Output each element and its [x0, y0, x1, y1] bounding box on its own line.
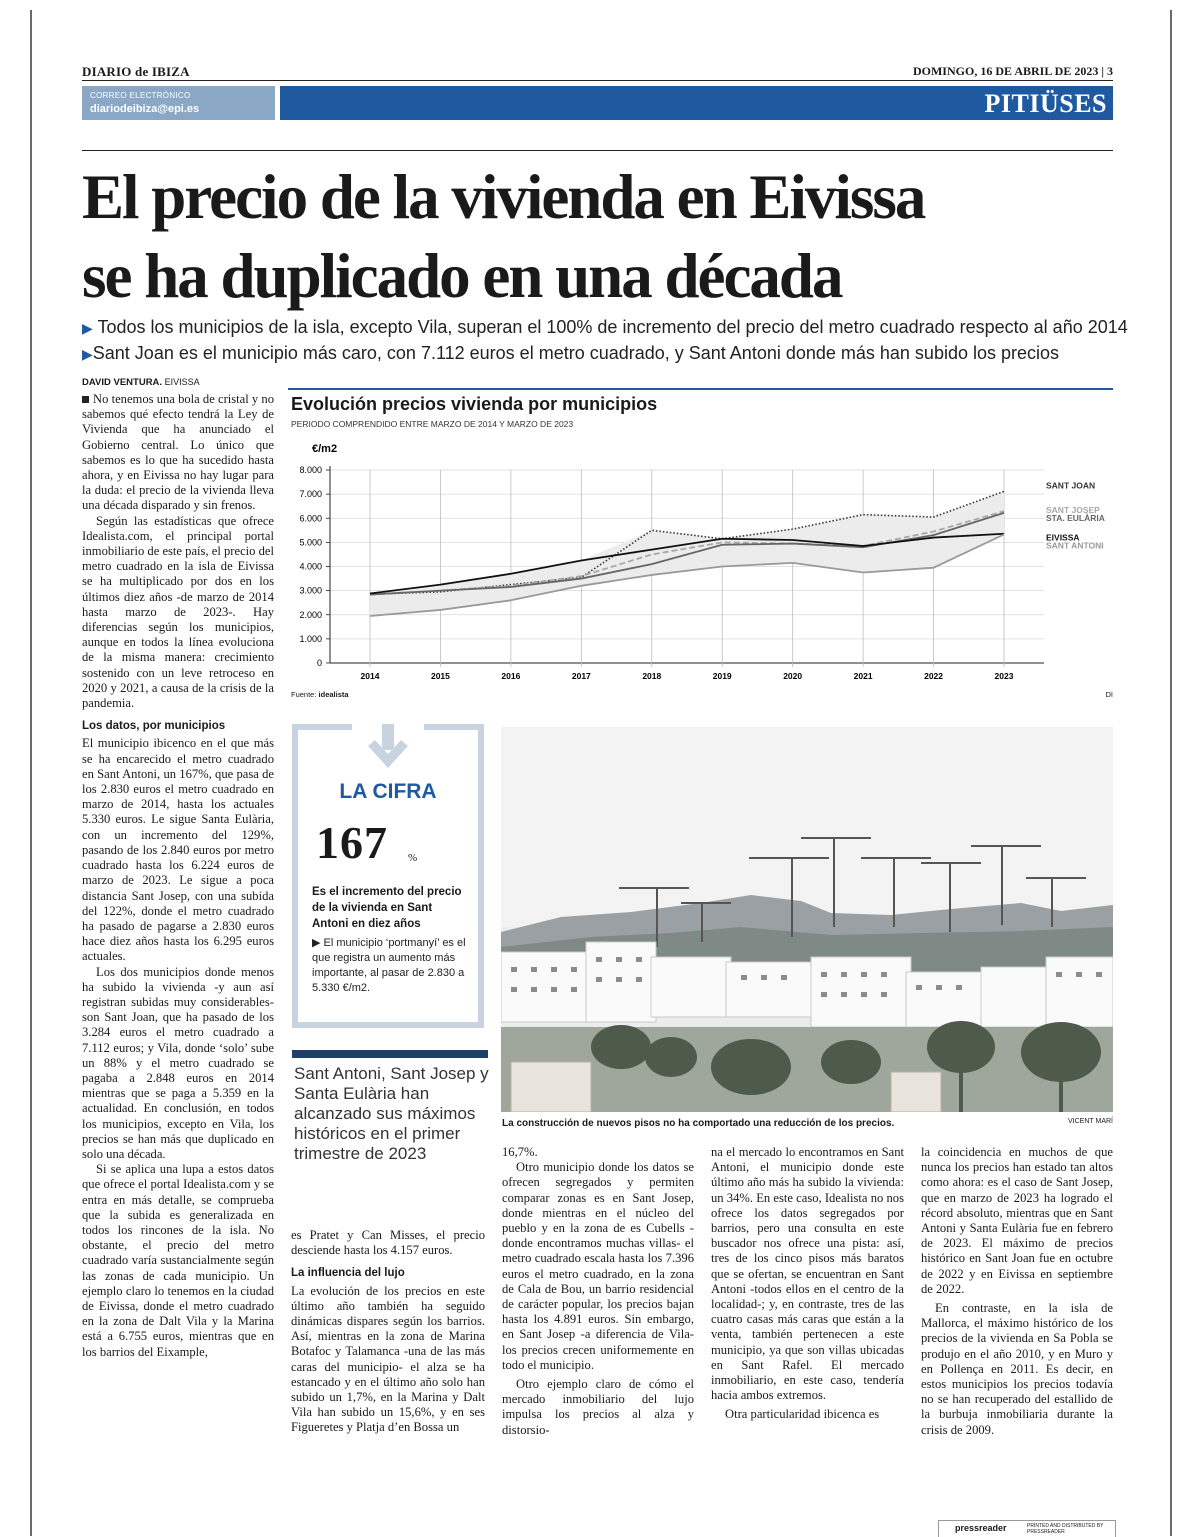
- column-5: [921, 1145, 1113, 1438]
- chart-credit: DI: [1105, 690, 1113, 699]
- y-tick-label: 7.000: [299, 489, 322, 500]
- paragraph: Los dos municipios donde menos ha subido la vivienda -y aun así registran subidas muy considerables- son Sant Joan, que ha pasado de los 3.284 euros el metro cuadrado a 7.112 euros; y Vila, donde ‘solo’ sube un 88% y el metro cuadrado se pagaba a 2.848 euros en 2014 mientras que se paga a 5.359 en la actualidad. En conclusión, en todos los municipios, excepto en Vila, los precios se han más que duplicado en solo una década.: [82, 964, 274, 1161]
- headline: [82, 158, 1122, 316]
- paragraph: 16,7%.: [502, 1145, 538, 1159]
- column-1: [82, 392, 274, 1360]
- price-chart: [288, 388, 1113, 706]
- intro-paragraph: No tenemos una bola de cristal y no sabemos qué efecto tendrá la Ley de Vivienda que ha anunciado el Gobierno central. Lo único que sabemos es lo que ha sucedido hasta ahora, y en Eivissa no hay lugar para la duda: el precio de la vivienda lleva una década disparado y sin frenos.: [82, 392, 274, 513]
- y-tick-label: 3.000: [299, 585, 322, 596]
- cifra-unit: %: [408, 852, 418, 864]
- paragraph: la coincidencia en muchos de que nunca los precios han estado tan altos como ahora: es el caso de Sant Josep, que en marzo de 2023 ha logrado el récord absoluto, mientras que en Sant Antoni y Santa Eulària fue en febrero de 2023. El máximo de precios histórico en Sant Joan fue en octubre de 2022 y en Eivissa en septiembre de 2022.: [921, 1145, 1113, 1296]
- x-tick-label: 2017: [571, 671, 591, 681]
- legend-label: SANT JOAN: [1046, 480, 1096, 491]
- y-tick-label: 5.000: [299, 537, 322, 548]
- cifra-description: Es el incremento del precio de la vivienda en Sant Antoni en diez años: [312, 886, 462, 930]
- city-photo: [501, 727, 1113, 1112]
- cifra-note: ▶ El municipio ‘portmanyí’ es el que registra un aumento más importante, al pasar de 2.830 a 5.330 €/m2.: [312, 937, 466, 994]
- headline-line-1: El precio de la vivienda en Eivissa: [82, 162, 925, 232]
- paragraph: En contraste, en la isla de Mallorca, el máximo histórico de los precios de la vivienda en Sa Pobla se produjo en el año 2010, y en Muro y en Pollença en 2011. Es decir, en estos municipios los precios todavía no se han recuperado del estallido de la burbuja inmobiliaria durante la crisis de 2009.: [921, 1301, 1113, 1437]
- town-skyline-image: [501, 727, 1113, 1112]
- pull-quote-text: Sant Antoni, Sant Josep y Santa Eulària han alcanzado sus máximos históricos en el primer trimestre de 2023: [294, 1064, 489, 1163]
- paragraph: Otra particularidad ibicenca es: [725, 1407, 880, 1422]
- subheading: Los datos, por municipios: [82, 720, 226, 733]
- y-tick-label: 8.000: [299, 465, 322, 475]
- paragraph: Otro municipio donde los datos se ofrecen segregados y permiten comparar zonas es en Sant Josep, donde mientras en el núcleo del pueblo y en la zona de es Cubells -donde encontramos muchas villas- el metro cuadrado escala hasta los 7.396 euros el metro cuadrado, en la zona de Cala de Bou, un barrio residencial de carácter popular, los precios bajan hasta los 4.891 euros. Sin embargo, en Sant Josep -a diferencia de Vila- los precios crecen uniformemente en todo el municipio.: [502, 1160, 694, 1372]
- legend-label: STA. EULÀRIA: [1046, 512, 1105, 523]
- chart-subtitle: PERIODO COMPRENDIDO ENTRE MARZO DE 2014 Y MARZO DE 2023: [291, 419, 574, 429]
- x-tick-label: 2015: [430, 671, 450, 681]
- x-tick-label: 2021: [853, 671, 873, 681]
- triangle-icon: ▶: [82, 320, 93, 336]
- subhead-2: ▶Sant Joan es el municipio más caro, con 7.112 euros el metro cuadrado, y Sant Antoni donde más han subido los precios: [82, 343, 1060, 363]
- dateline: DOMINGO, 16 DE ABRIL DE 2023 | 3: [912, 64, 1113, 78]
- chart-plot: [288, 432, 1113, 684]
- y-tick-label: 6.000: [299, 513, 322, 524]
- down-arrow-icon: [358, 724, 418, 774]
- pressreader-logo: pressreader: [955, 1523, 1007, 1533]
- byline: DAVID VENTURA. EIVISSA: [82, 377, 200, 388]
- x-tick-label: 2023: [994, 671, 1014, 681]
- triangle-icon: ▶: [82, 346, 93, 362]
- x-tick-label: 2022: [924, 671, 944, 681]
- triangle-icon: ▶: [312, 937, 324, 949]
- y-tick-label: 0: [316, 658, 322, 668]
- chart-source: Fuente: idealista: [291, 690, 349, 699]
- y-tick-label: 2.000: [299, 609, 322, 620]
- photo-caption: La construcción de nuevos pisos no ha comportado una reducción de los precios.: [502, 1118, 895, 1129]
- photo-credit: VICENT MARÍ: [1068, 1118, 1113, 1125]
- x-tick-label: 2020: [783, 671, 803, 681]
- contact-box: [82, 86, 275, 120]
- x-tick-label: 2016: [501, 671, 521, 681]
- legend-label: SANT JOSEP: [1046, 505, 1100, 516]
- square-bullet-icon: [82, 396, 89, 403]
- y-tick-label: 4.000: [299, 561, 322, 572]
- headline-line-2: se ha duplicado en una década: [82, 241, 842, 311]
- header-rule: [82, 150, 1113, 151]
- x-tick-label: 2018: [642, 671, 662, 681]
- pressreader-text: PRINTED AND DISTRIBUTED BY PRESSREADER: [1027, 1523, 1104, 1535]
- chart-title: Evolución precios vivienda por municipios: [291, 394, 658, 414]
- top-rule: [82, 80, 1113, 81]
- contact-label: CORREO ELECTRÓNICO: [90, 91, 191, 100]
- x-tick-label: 2014: [360, 671, 380, 681]
- paragraph: Si se aplica una lupa a estos datos que ofrece el portal Idealista.com y se entra en más detalle, se comprueba que la subida es generalizada en todos los rincones de la isla. No obstante, el precio del metro cuadrado varía sustancialmente según las zonas de cada municipio. Un ejemplo claro lo tenemos en la ciudad de Eivissa, donde el metro cuadrado en la zona de Dalt Vila y la Marina está a 6.755 euros, mientras que en los barrios del Eixample,: [82, 1162, 274, 1359]
- column-4: [711, 1145, 904, 1423]
- y-tick-label: 1.000: [299, 633, 322, 644]
- paragraph: El municipio ibicenco en el que más se ha encarecido el metro cuadrado en Sant Antoni, un 167%, que pasa de los 2.830 euros el metro cuadrado en marzo de 2014, hasta los actuales 5.330 euros. Le sigue Santa Eulària, con un incremento del 129%, pasando de los 2.840 euros por metro cuadrado hasta los 6.224 euros de marzo de 2023. Le sigue a poca distancia Sant Josep, con una subida del 122%, donde el metro cuadrado ha pasado de pagarse a 2.830 euros hace diez años hasta los 6.295 euros actuales.: [82, 736, 274, 964]
- column-2: [291, 1228, 485, 1436]
- cifra-number: 167: [316, 817, 388, 868]
- masthead-title: DIARIO de IBIZA: [82, 64, 190, 79]
- paragraph: na el mercado lo encontramos en Sant Antoni, el municipio donde este último año más ha subido la vivienda: un 34%. En este caso, Idealista no nos ofrece los datos segregados por barrios, pero una consulta en este buscador nos ofrece una pista: así, tres de los cinco pisos más baratos que se ofertan, se encuentran en Sant Antoni -todos ellos en el centro de la localidad-; y, en contraste, tres de las cuatro casas más caras que están a la venta, también pertenecen a este municipio, ya que son villas ubicadas en Sant Rafel. El mercado inmobiliario, en este caso, tendería hacia ambos extremos.: [711, 1145, 904, 1403]
- legend-label: EIVISSA: [1046, 532, 1080, 543]
- contact-email[interactable]: diariodeibiza@epi.es: [90, 103, 200, 115]
- section-bar: [280, 86, 1113, 120]
- paragraph: es Pratet y Can Misses, el precio desciende hasta los 4.157 euros.: [291, 1228, 485, 1258]
- paragraph: La evolución de los precios en este último año también ha seguido dinámicas dispares según los barrios. Así, mientras en la zona de Marina Botafoc y Talamanca -una de las más caras del municipio- el alza se ha estancado y en el último año solo han subido un 1,7%, en la Marina y Dalt Vila han subido un 15,6%, y en ses Figueretes y Platja d’en Bossa un: [291, 1283, 485, 1435]
- section-title: PITIÜSES: [984, 89, 1107, 118]
- column-3: [502, 1145, 694, 1438]
- subheads: [82, 315, 1128, 367]
- chart-top-rule: [288, 388, 1113, 390]
- subheading: La influencia del lujo: [291, 1267, 405, 1280]
- legend-label: SANT ANTONI: [1046, 540, 1104, 551]
- subhead-1: ▶ Todos los municipios de la isla, excepto Vila, superan el 100% de incremento del precio del metro cuadrado respecto al año 2014: [82, 317, 1128, 337]
- la-cifra-box: [292, 724, 484, 1028]
- cifra-label: LA CIFRA: [339, 780, 437, 803]
- x-tick-label: 2019: [712, 671, 732, 681]
- paragraph: Otro ejemplo claro de cómo el mercado inmobiliario del lujo impulsa los precios al alza y distorsio-: [502, 1377, 694, 1437]
- pressreader-badge[interactable]: [938, 1520, 1116, 1537]
- paragraph: Según las estadísticas que ofrece Idealista.com, el principal portal inmobiliario de este país, el precio del metro cuadrado en la isla de Eivissa se ha multiplicado por dos en los últimos diez años -de marzo de 2014 hasta marzo de 2023-. Hay diferencias según los municipios, aunque en todos la línea evoluciona de la misma manera: crecimiento sostenido con un leve retroceso en 2020 y 2021, a causa de la crisis de la pandemia.: [82, 513, 274, 711]
- y-axis-label: €/m2: [312, 443, 338, 455]
